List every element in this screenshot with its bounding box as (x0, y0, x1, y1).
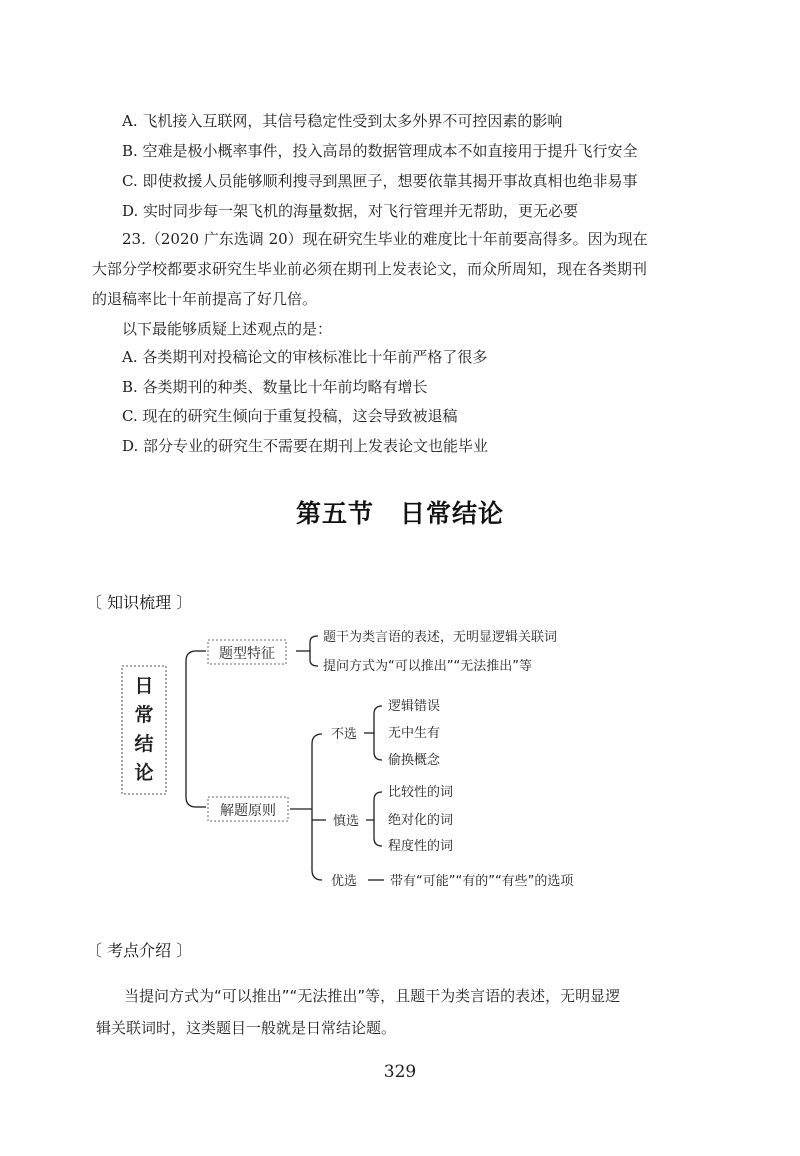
section-title: 第五节 日常结论 (295, 499, 504, 528)
group2-item-2: 绝对化的词 (388, 813, 454, 828)
group1-item-2: 无中生有 (388, 726, 441, 741)
group1-label: 不选 (331, 727, 358, 742)
branch1-item-2: 提问方式为“可以推出”“无法推出”等 (323, 659, 532, 674)
branch1-brace (310, 636, 318, 666)
q23-stem-line-3: 的退稿率比十年前提高了好几倍。 (92, 290, 318, 308)
q23-option-a: A. 各类期刊对投稿论文的审核标准比十年前严格了很多 (122, 348, 488, 366)
branch2-trunk (312, 734, 322, 880)
group1-item-1: 逻辑错误 (388, 699, 441, 714)
branch2-label: 解题原则 (220, 803, 276, 819)
knowledge-header: 〔 知识梳理 〕 (86, 593, 193, 612)
prev-option-d: D. 实时同步每一架飞机的海量数据，对飞行管理并无帮助，更无必要 (122, 202, 579, 220)
root-char-2: 常 (134, 704, 154, 726)
branch1-item-1: 题干为类言语的表述，无明显逻辑关联词 (323, 630, 558, 645)
q23-prompt: 以下最能够质疑上述观点的是： (122, 320, 333, 338)
q23-option-d: D. 部分专业的研究生不需要在期刊上发表论文也能毕业 (122, 437, 489, 455)
page-number: 329 (383, 1062, 417, 1082)
prev-option-c: C. 即使救援人员能够顺利搜寻到黑匣子，想要依靠其揭开事故真相也绝非易事 (122, 172, 638, 190)
group1-item-3: 偷换概念 (388, 753, 441, 768)
exam-text-line-1: 当提问方式为“可以推出”“无法推出”等，且题干为类言语的表述，无明显逻 (124, 987, 621, 1005)
root-char-3: 结 (134, 733, 154, 755)
prev-option-a: A. 飞机接入互联网，其信号稳定性受到太多外界不可控因素的影响 (122, 112, 563, 130)
group3-item-1: 带有“可能”“有的”“有些”的选项 (390, 874, 574, 889)
group3-label: 优选 (331, 874, 358, 889)
group2-item-3: 程度性的词 (388, 839, 454, 854)
prev-option-b: B. 空难是极小概率事件，投入高昂的数据管理成本不如直接用于提升飞行安全 (122, 142, 638, 160)
group2-item-1: 比较性的词 (388, 785, 454, 800)
root-char-1: 日 (134, 675, 154, 697)
group2-label: 慎选 (333, 814, 360, 829)
group1-brace (374, 706, 382, 760)
root-char-4: 论 (134, 762, 154, 784)
exam-header: 〔 考点介绍 〕 (86, 941, 193, 960)
group2-brace (374, 792, 382, 846)
q23-stem-line-2: 大部分学校都要求研究生毕业前必须在期刊上发表论文，而众所周知，现在各类期刊 (92, 260, 648, 278)
q23-option-b: B. 各类期刊的种类、数量比十年前均略有增长 (122, 378, 428, 396)
exam-text-line-2: 辑关联词时，这类题目一般就是日常结论题。 (96, 1019, 397, 1037)
q23-option-c: C. 现在的研究生倾向于重复投稿，这会导致被退稿 (122, 407, 458, 425)
q23-stem-line-1: 23.（2020 广东选调 20）现在研究生毕业的难度比十年前要高得多。因为现在 (122, 230, 648, 248)
root-brace (186, 651, 196, 807)
branch1-label: 题型特征 (219, 646, 275, 662)
